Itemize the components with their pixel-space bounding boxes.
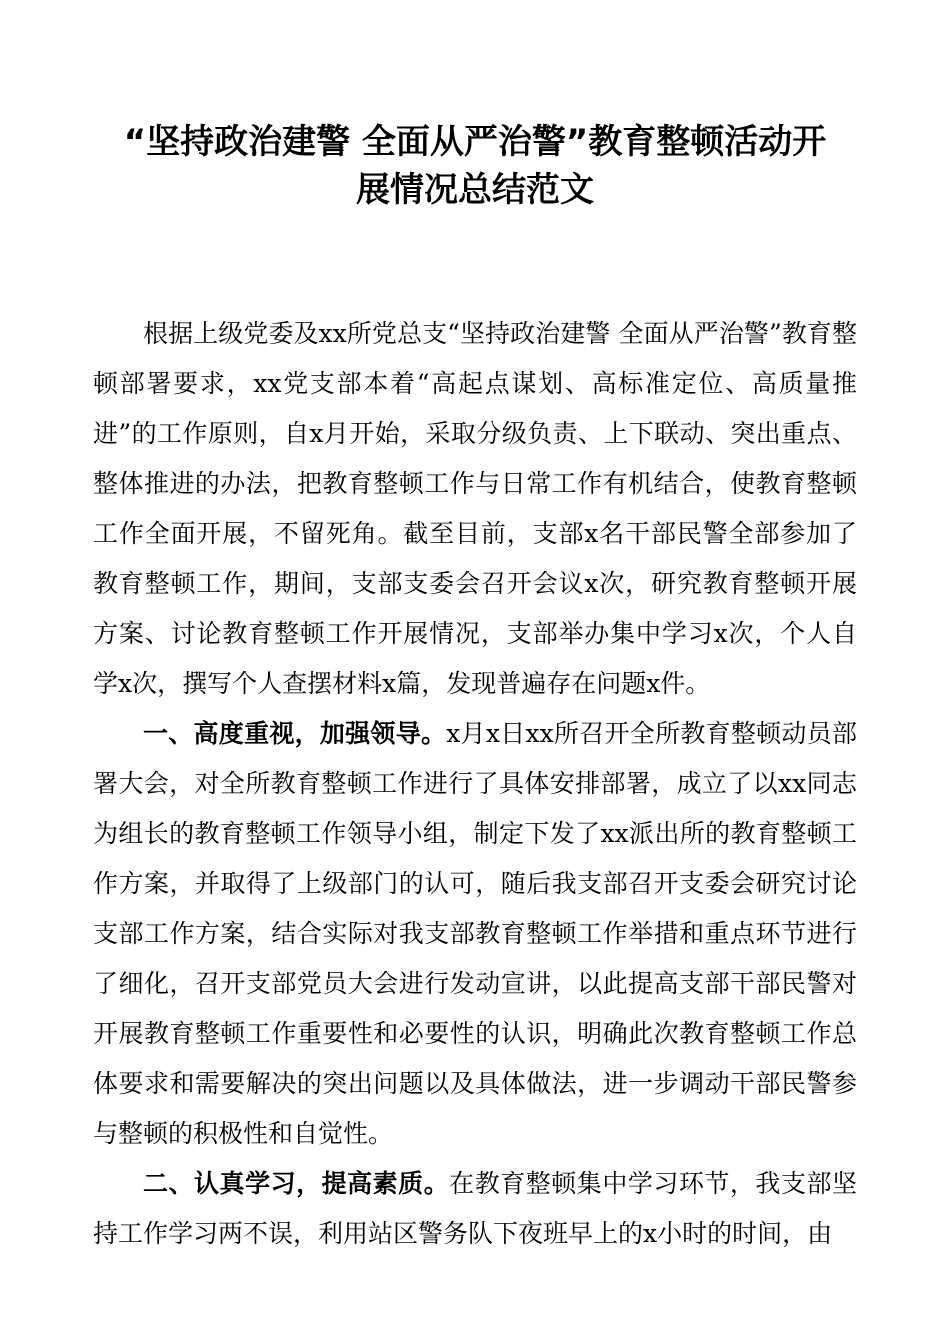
paragraph-text: 在教育整顿集中学习环节，我支部坚持工作学习两不误，利用站区警务队下夜班早上的x小时的时间，由 [93,1169,857,1248]
document-body [93,309,857,1259]
paragraph-section-1 [93,709,857,1159]
document-title [93,118,857,214]
title-line-2: 展情况总结范文 [356,170,594,210]
paragraph-text: 根据上级党委及xx所党总支“坚持政治建警 全面从严治警”教育整顿部署要求，xx党支部本着“高起点谋划、高标准定位、高质量推进”的工作原则，自x月开始，采取分级负责、上下联动、突出重点、整体推进的办法，把教育整顿工作与日常工作有机结合，使教育整顿工作全面开展，不留死角。截至目前，支部x名干部民警全部参加了教育整顿工作，期间，支部支委会召开会议x次，研究教育整顿开展方案、讨论教育整顿工作开展情况，支部举办集中学习x次，个人自学x次，撰写个人查摆材料x篇，发现普遍存在问题x件。 [93,319,857,698]
title-line-1: “坚持政治建警 全面从严治警”教育整顿活动开 [123,122,827,162]
section-heading: 一、高度重视，加强领导。 [143,719,447,748]
paragraph-section-2 [93,1159,857,1259]
paragraph-intro [93,309,857,709]
paragraph-text: x月x日xx所召开全所教育整顿动员部署大会，对全所教育整顿工作进行了具体安排部署，成立了以xx同志为组长的教育整顿工作领导小组，制定下发了xx派出所的教育整顿工作方案，并取得了上级部门的认可，随后我支部召开支委会研究讨论支部工作方案，结合实际对我支部教育整顿工作举措和重点环节进行了细化，召开支部党员大会进行发动宣讲，以此提高支部干部民警对开展教育整顿工作重要性和必要性的认识，明确此次教育整顿工作总体要求和需要解决的突出问题以及具体做法，进一步调动干部民警参与整顿的积极性和自觉性。 [93,719,857,1148]
section-heading: 二、认真学习，提高素质。 [143,1169,450,1198]
